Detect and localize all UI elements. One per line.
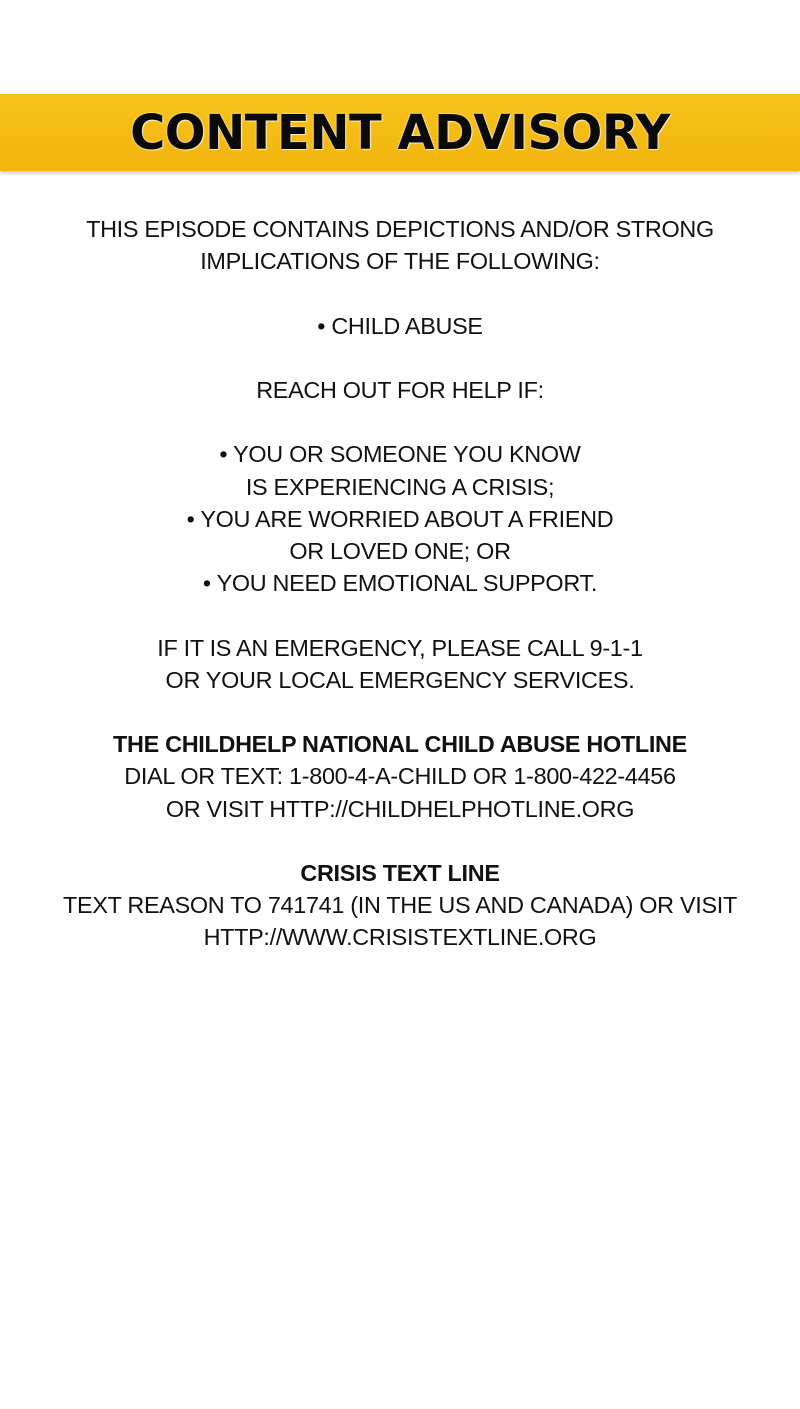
spacer (0, 599, 800, 631)
childhelp-contact: DIAL OR TEXT: 1-800-4-A-CHILD OR 1-800-422-4456 (124, 763, 676, 790)
reach-out-heading: REACH OUT FOR HELP IF: (256, 376, 544, 403)
content-advisory-banner (0, 94, 800, 171)
emergency-line-2: OR YOUR LOCAL EMERGENCY SERVICES. (165, 666, 635, 693)
childhelp-title: THE CHILDHELP NATIONAL CHILD ABUSE HOTLINE (113, 731, 687, 758)
emergency-line-1: IF IT IS AN EMERGENCY, PLEASE CALL 9-1-1 (157, 634, 643, 661)
banner-title: CONTENT ADVISORY (130, 104, 670, 161)
spacer (0, 342, 800, 374)
spacer (0, 406, 800, 438)
reach-out-item: IS EXPERIENCING A CRISIS; (245, 473, 555, 500)
intro-line-2: IMPLICATIONS OF THE FOLLOWING: (200, 248, 600, 275)
spacer (0, 696, 800, 728)
reach-out-item: • YOU ARE WORRIED ABOUT A FRIEND (186, 505, 614, 532)
reach-out-item: • YOU NEED EMOTIONAL SUPPORT. (202, 570, 598, 597)
crisis-text-line-title: CRISIS TEXT LINE (300, 859, 500, 886)
crisis-text-line-url: HTTP://WWW.CRISISTEXTLINE.ORG (203, 924, 597, 951)
topic-child-abuse: • CHILD ABUSE (317, 312, 483, 339)
spacer (0, 277, 800, 309)
crisis-text-line-contact: TEXT REASON TO 741741 (IN THE US AND CANADA) OR VISIT (63, 892, 737, 919)
advisory-body (0, 213, 800, 954)
spacer (0, 825, 800, 857)
intro-line-1: THIS EPISODE CONTAINS DEPICTIONS AND/OR STRONG (86, 216, 714, 242)
reach-out-item: OR LOVED ONE; OR (289, 537, 511, 564)
childhelp-url: OR VISIT HTTP://CHILDHELPHOTLINE.ORG (165, 795, 635, 822)
reach-out-item: • YOU OR SOMEONE YOU KNOW (219, 441, 581, 468)
